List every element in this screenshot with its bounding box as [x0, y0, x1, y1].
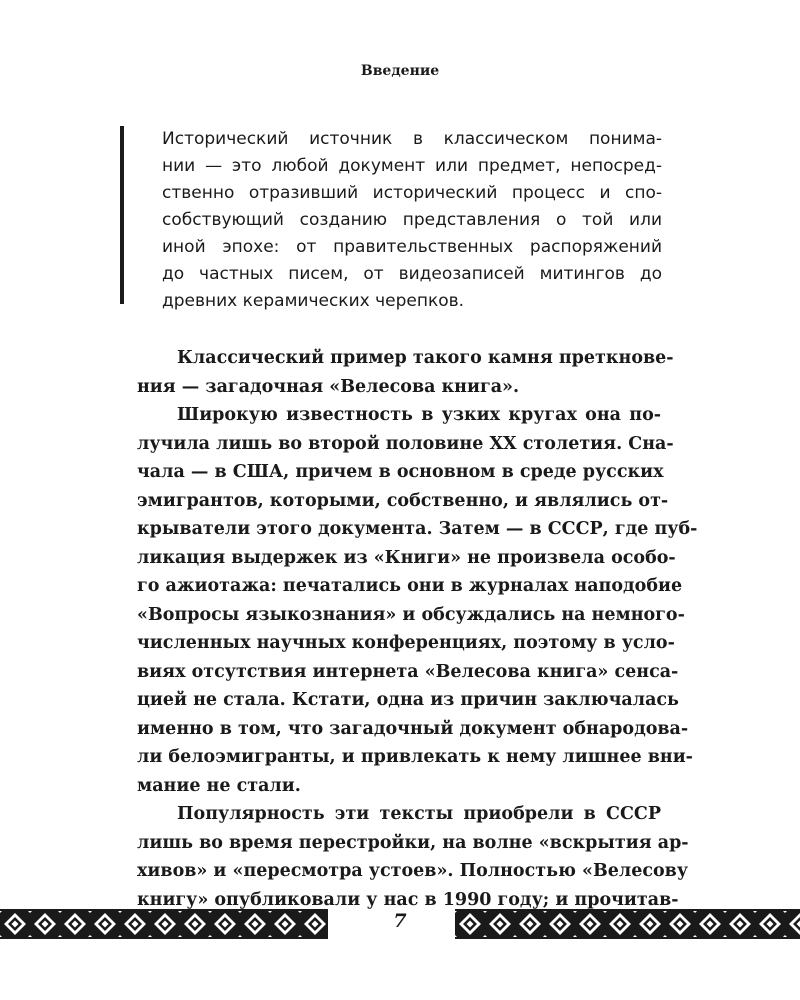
paragraph-line: Широкую известность в узких кругах она по- — [177, 405, 661, 425]
callout-line: собствующий созданию представления о той или — [162, 210, 662, 230]
paragraph-line: цией не стала. Кстати, одна из причин заключалась — [137, 690, 679, 710]
paragraph-line: ния — загадочная «Велесова книга». — [137, 376, 520, 397]
callout-line: Исторический источник в классическом понима- — [162, 129, 662, 149]
paragraph-line: ликация выдержек из «Книги» не произвела особо- — [137, 547, 676, 568]
paragraph-line: именно в том, что загадочный документ обнародова- — [137, 718, 689, 739]
paragraph-line: книгу» опубликовали у нас в 1990 году; и прочитав- — [137, 889, 679, 910]
callout-line: иной эпохе: от правительственных распоряжений — [162, 237, 662, 257]
callout-box — [120, 126, 665, 311]
paragraph-line: чала — в США, причем в основном в среде русских — [137, 462, 664, 482]
paragraph-line: лишь во время перестройки, на волне «вскрытия ар- — [137, 832, 689, 853]
callout-line: нии — это любой документ или предмет, непосред- — [162, 156, 662, 176]
running-head: Введение — [360, 63, 440, 79]
ornament-band-left — [0, 909, 328, 939]
paragraph-line: численных научных конференциях, поэтому в усло- — [137, 633, 675, 653]
paragraph-line: хивов» и «пересмотра устоев». Полностью «Велесову — [137, 861, 689, 881]
paragraph-line: эмигрантов, которыми, собственно, и являлись от- — [137, 490, 669, 511]
paragraph-line: Классический пример такого камня преткнове- — [177, 348, 674, 368]
paragraph-line: крыватели этого документа. Затем — в СССР, где пуб- — [137, 519, 698, 539]
paragraph-line: виях отсутствия интернета «Велесова книга» сенса- — [137, 661, 679, 682]
paragraph-line: «Вопросы языкознания» и обсуждались на немного- — [137, 604, 685, 625]
callout-text — [162, 126, 662, 315]
callout-line: до частных писем, от видеозаписей митингов до — [162, 264, 662, 284]
paragraph-line: го ажиотажа: печатались они в журналах наподобие — [137, 576, 683, 596]
callout-bar — [120, 126, 124, 304]
paragraph-line: Популярность эти тексты приобрели в СССР — [177, 804, 661, 824]
paragraph-line: мание не стали. — [137, 775, 301, 796]
page-number: 7 — [393, 910, 407, 932]
ornament-band-right — [455, 909, 800, 939]
callout-line: древних керамических черепков. — [162, 291, 465, 311]
body-text — [137, 344, 698, 914]
paragraph-line: ли белоэмигранты, и привлекать к нему лишнее вни- — [137, 747, 693, 767]
callout-line: ственно отразивший исторический процесс и спо- — [162, 183, 662, 203]
paragraph-line: лучила лишь во второй половине XX столетия. Сна- — [137, 433, 674, 454]
